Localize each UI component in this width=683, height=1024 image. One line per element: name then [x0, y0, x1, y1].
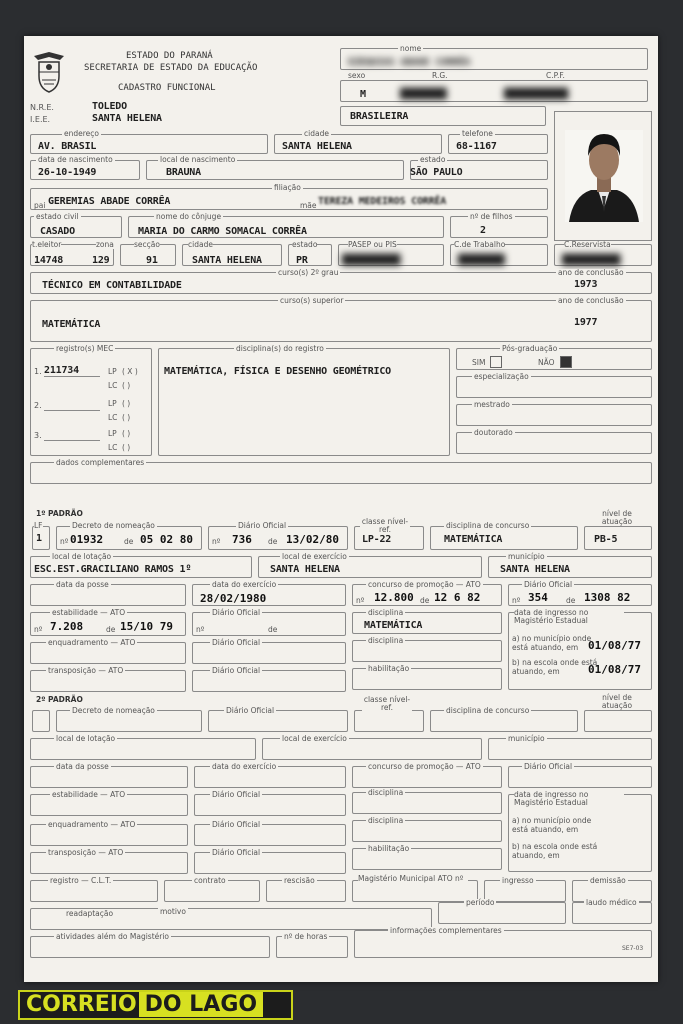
form-title: CADASTRO FUNCIONAL	[118, 83, 216, 93]
portrait-photo	[554, 111, 652, 241]
parana-coat-of-arms-icon	[30, 50, 68, 96]
conjuge-label: nome do cônjuge	[156, 212, 222, 221]
mestrado-label: mestrado	[474, 400, 510, 409]
diario-de-label: de	[268, 537, 278, 546]
header-secretaria: SECRETARIA DE ESTADO DA EDUCAÇÃO	[84, 63, 258, 73]
ingresso2-label: data de ingresso no Magistério Estadual	[514, 791, 624, 806]
decreto-label: Decreto de nomeação	[72, 521, 155, 530]
do-data: 1308 82	[584, 591, 631, 604]
filhos-label: nº de filhos	[470, 212, 513, 221]
municipio-label: município	[508, 552, 545, 561]
estabilidade-label: estabilidade — ATO	[52, 608, 126, 617]
ingresso-mun-label: a) no município onde está atuando, em	[512, 634, 592, 652]
cidade-label: cidade	[304, 129, 329, 138]
periodo-field	[438, 902, 566, 924]
estab-diario-de-label: de	[268, 625, 278, 634]
estab-n-label: nº	[34, 625, 43, 634]
estado-label: estado	[420, 155, 446, 164]
nivel2-label: nível de atuação	[592, 694, 642, 709]
disc-registro-value: MATEMÁTICA, FÍSICA E DESENHO GEOMÉTRICO	[164, 366, 391, 377]
ingresso-esc-label: b) na escola onde está atuando, em	[512, 658, 598, 676]
mec-row1-number: 1.	[34, 367, 42, 376]
nao-label: NÃO	[538, 358, 555, 367]
mec-line2	[44, 410, 100, 411]
grau2-value: TÉCNICO EM CONTABILIDADE	[42, 280, 182, 291]
mec-row2-number: 2.	[34, 401, 42, 410]
lc-label-2: LC	[108, 413, 118, 422]
mec-label: registro(s) MEC	[56, 344, 114, 353]
cpf-label: C.P.F.	[546, 71, 565, 80]
mae-value: TEREZA MEDEIROS CORRÊA	[318, 196, 447, 207]
data-exercicio-value: 28/02/1980	[200, 592, 267, 605]
habilitacao2-label: habilitação	[368, 844, 410, 853]
transp-diario-label: Diário Oficial	[212, 666, 261, 675]
iee-value: SANTA HELENA	[92, 113, 162, 124]
municipio2-label: município	[508, 734, 545, 743]
diario-n: 736	[232, 533, 252, 546]
mae-label: mãe	[300, 201, 317, 210]
telefone-value: 68-1167	[456, 141, 497, 152]
disc-registro-label: disciplina(s) do registro	[236, 344, 324, 353]
do-label: Diário Oficial	[524, 580, 573, 589]
disc-concurso-value: MATEMÁTICA	[444, 534, 503, 545]
lotacao2-label: local de lotação	[56, 734, 116, 743]
exercicio-label: local de exercício	[282, 552, 347, 561]
demissao-label: demissão	[590, 876, 626, 885]
conclusao-sup-label: ano de conclusão	[558, 296, 624, 305]
promocao-de-label: de	[420, 596, 430, 605]
watermark-part2: DO LAGO	[139, 992, 263, 1017]
correio-do-lago-watermark	[18, 990, 293, 1020]
decreto-n: 01932	[70, 533, 104, 546]
sim-checkbox[interactable]	[490, 356, 502, 368]
do-de-label: de	[566, 596, 576, 605]
posse-label: data da posse	[56, 580, 109, 589]
reservista-value: ██████████	[562, 255, 621, 266]
enquadramento2-label: enquadramento — ATO	[48, 820, 136, 829]
decreto2-label: Decreto de nomeação	[72, 706, 155, 715]
estado-value: SÃO PAULO	[410, 167, 463, 178]
pasep-value: ██████████	[342, 255, 401, 266]
decreto-n-label: nº	[60, 537, 69, 546]
disciplina-value: MATEMÁTICA	[364, 620, 423, 631]
nivel-label: nível de atuação	[592, 510, 642, 525]
diario-label: Diário Oficial	[238, 521, 287, 530]
mec-number: 211734	[44, 365, 79, 376]
lc-check-2: ( )	[122, 413, 131, 422]
estab-data: 15/10 79	[120, 620, 173, 633]
pai-value: GEREMIAS ABADE CORRÊA	[48, 196, 171, 207]
complementares-label: dados complementares	[56, 458, 145, 467]
estab-diario2-label: Diário Oficial	[212, 790, 261, 799]
conclusao-sup-value: 1977	[574, 317, 598, 328]
superior-label: curso(s) superior	[280, 296, 344, 305]
titulo-label: t.eleitor	[32, 240, 62, 249]
data-exercicio2-label: data do exercício	[212, 762, 277, 771]
diario-data: 13/02/80	[286, 533, 339, 546]
exercicio-value: SANTA HELENA	[270, 564, 340, 575]
superior-field	[30, 300, 652, 342]
superior-value: MATEMÁTICA	[42, 319, 101, 330]
endereco-label: endereço	[64, 129, 99, 138]
promocao-data: 12 6 82	[434, 591, 481, 604]
promocao2-label: concurso de promoção — ATO	[368, 762, 481, 771]
data-nasc-label: data de nascimento	[38, 155, 113, 164]
nivel-value: PB-5	[594, 534, 618, 545]
estab-de-label: de	[106, 625, 116, 634]
rg-label: R.G.	[432, 71, 448, 80]
telefone-label: telefone	[462, 129, 493, 138]
decreto-data: 05 02 80	[140, 533, 193, 546]
grau2-label: curso(s) 2º grau	[278, 268, 339, 277]
ingresso-mun2-label: ingresso	[502, 876, 534, 885]
lp-label-3: LP	[108, 429, 117, 438]
pos-graduacao-label: Pós-graduação	[502, 344, 558, 353]
mec-line3	[44, 440, 100, 441]
lotacao-label: local de lotação	[52, 552, 112, 561]
info-label: informações complementares	[390, 926, 502, 935]
reservista-label: C.Reservista	[564, 240, 611, 249]
lf-value: 1	[36, 533, 42, 544]
pai-label: pai	[34, 201, 46, 210]
lp-check-2: ( )	[122, 399, 131, 408]
secao-value: 91	[146, 255, 158, 266]
iee-label: I.E.E.	[30, 115, 51, 124]
nacionalidade-value: BRASILEIRA	[350, 111, 409, 122]
disc-concurso-label: disciplina de concurso	[446, 521, 530, 530]
posse2-label: data da posse	[56, 762, 109, 771]
watermark-part1: CORREIO	[26, 992, 137, 1017]
contrato-label: contrato	[194, 876, 226, 885]
padrao1-title: 1º PADRÃO	[36, 509, 83, 518]
cidade2-value: SANTA HELENA	[192, 255, 262, 266]
readaptacao-label: readaptação	[66, 909, 114, 918]
nre-value: TOLEDO	[92, 101, 127, 112]
cpf-value: ███████████	[504, 89, 569, 100]
nre-label: N.R.E.	[30, 103, 54, 112]
rescisao-label: rescisão	[284, 876, 315, 885]
exercicio2-label: local de exercício	[282, 734, 347, 743]
nivel2-field	[584, 710, 652, 732]
sexo-value: M	[360, 89, 366, 100]
lc-label-1: LC	[108, 381, 118, 390]
disc-concurso2-label: disciplina de concurso	[446, 706, 530, 715]
enq-diario2-label: Diário Oficial	[212, 820, 261, 829]
endereco-value: AV. BRASIL	[38, 141, 97, 152]
ctrab-label: C.de Trabalho	[454, 240, 506, 249]
mec-row3-number: 3.	[34, 431, 42, 440]
local-nasc-label: local de nascimento	[160, 155, 236, 164]
decreto-de-label: de	[124, 537, 134, 546]
local-nasc-value: BRAUNA	[166, 167, 201, 178]
estab-diario-label: Diário Oficial	[212, 608, 261, 617]
conjuge-value: MARIA DO CARMO SOMACAL CORRÊA	[138, 226, 307, 237]
lc-check-1: ( )	[122, 381, 131, 390]
filiacao-label: filiação	[274, 183, 301, 192]
disciplina2-label: disciplina	[368, 636, 404, 645]
estab-diario-n-label: nº	[196, 625, 205, 634]
transposicao2-label: transposição — ATO	[48, 848, 124, 857]
lotacao-value: ESC.EST.GRACILIANO RAMOS 1º	[34, 564, 192, 575]
footer-code: SE7-03	[622, 945, 644, 952]
promocao-n: 12.800	[374, 591, 414, 604]
ingresso-mun-value: 01/08/77	[588, 639, 641, 652]
filhos-value: 2	[480, 225, 486, 236]
do-n-label: nº	[512, 596, 521, 605]
estab-n: 7.208	[50, 620, 84, 633]
promocao-label: concurso de promoção — ATO	[368, 580, 481, 589]
nao-checkbox[interactable]	[560, 356, 572, 368]
ingresso-esc-value: 01/08/77	[588, 663, 641, 676]
lf-label: LF	[34, 521, 43, 530]
cidade2-label: cidade	[188, 240, 213, 249]
classe2-label: classe nível-ref.	[363, 695, 411, 712]
lp-label-2: LP	[108, 399, 117, 408]
do-n: 354	[528, 591, 548, 604]
municipio-value: SANTA HELENA	[500, 564, 570, 575]
registro-clt-label: registro — C.L.T.	[50, 876, 112, 885]
mec-line1	[44, 376, 100, 377]
motivo-label: motivo	[160, 907, 186, 916]
diario-n-label: nº	[212, 537, 221, 546]
sim-label: SIM	[472, 358, 486, 367]
doutorado-label: doutorado	[474, 428, 513, 437]
lp-check-1: ( X )	[122, 367, 138, 376]
portrait-person-icon	[555, 112, 651, 240]
classe2-field	[354, 710, 424, 732]
transp-diario2-label: Diário Oficial	[212, 848, 261, 857]
lc-check-3: ( )	[122, 443, 131, 452]
do2-label: Diário Oficial	[524, 762, 573, 771]
estabilidade2-label: estabilidade — ATO	[52, 790, 126, 799]
enquadramento-label: enquadramento — ATO	[48, 638, 136, 647]
estado2-label: estado	[292, 240, 318, 249]
especializacao-label: especialização	[474, 372, 529, 381]
header-state: ESTADO DO PARANÁ	[126, 51, 213, 61]
disciplina2c-label: disciplina	[368, 816, 404, 825]
zona-label: zona	[96, 240, 114, 249]
enq-diario-label: Diário Oficial	[212, 638, 261, 647]
nome-label: nome	[400, 44, 422, 53]
sexo-label: sexo	[348, 71, 366, 80]
promocao-n-label: nº	[356, 596, 365, 605]
disciplina2b-label: disciplina	[368, 788, 404, 797]
ctrab-value: ████████	[458, 255, 505, 266]
cidade-value: SANTA HELENA	[282, 141, 352, 152]
transposicao-label: transposição — ATO	[48, 666, 124, 675]
diario2-label: Diário Oficial	[226, 706, 275, 715]
disciplina-label: disciplina	[368, 608, 404, 617]
titulo-value: 14748	[34, 255, 64, 266]
lp-label-1: LP	[108, 367, 117, 376]
laudo-label: laudo médico	[586, 898, 637, 907]
data-nasc-value: 26-10-1949	[38, 167, 97, 178]
horas-label: nº de horas	[284, 932, 328, 941]
habilitacao-label: habilitação	[368, 664, 410, 673]
nome-value: EZEQUIAS ABADE CORRÊA	[348, 57, 471, 68]
padrao2-title: 2º PADRÃO	[36, 695, 83, 704]
lp-check-3: ( )	[122, 429, 131, 438]
periodo-label: período	[466, 898, 495, 907]
estado-civil-label: estado civil	[36, 212, 79, 221]
estado2-value: PR	[296, 255, 308, 266]
ingresso2-esc-label: b) na escola onde está atuando, em	[512, 842, 598, 860]
atividades-label: atividades além do Magistério	[56, 932, 170, 941]
docs-field	[340, 80, 648, 102]
conclusao2-label: ano de conclusão	[558, 268, 624, 277]
cadastro-funcional-form	[24, 36, 658, 982]
conclusao2-value: 1973	[574, 279, 598, 290]
pasep-label: PASEP ou PIS	[348, 240, 397, 249]
lf2-field	[32, 710, 50, 732]
lc-label-3: LC	[108, 443, 118, 452]
rg-value: ████████	[400, 89, 447, 100]
zona-value: 129	[92, 255, 110, 266]
ingresso2-mun-label: a) no município onde está atuando, em	[512, 816, 592, 834]
data-exercicio-label: data do exercício	[212, 580, 277, 589]
ingresso-label: data de ingresso no Magistério Estadual	[514, 609, 624, 624]
secao-label: secção	[134, 240, 160, 249]
magisterio-label: Magistério Municipal ATO nº	[358, 874, 468, 884]
classe-label: classe nível-ref.	[361, 517, 409, 534]
estado-civil-value: CASADO	[40, 226, 75, 237]
classe-value: LP-22	[362, 534, 392, 545]
